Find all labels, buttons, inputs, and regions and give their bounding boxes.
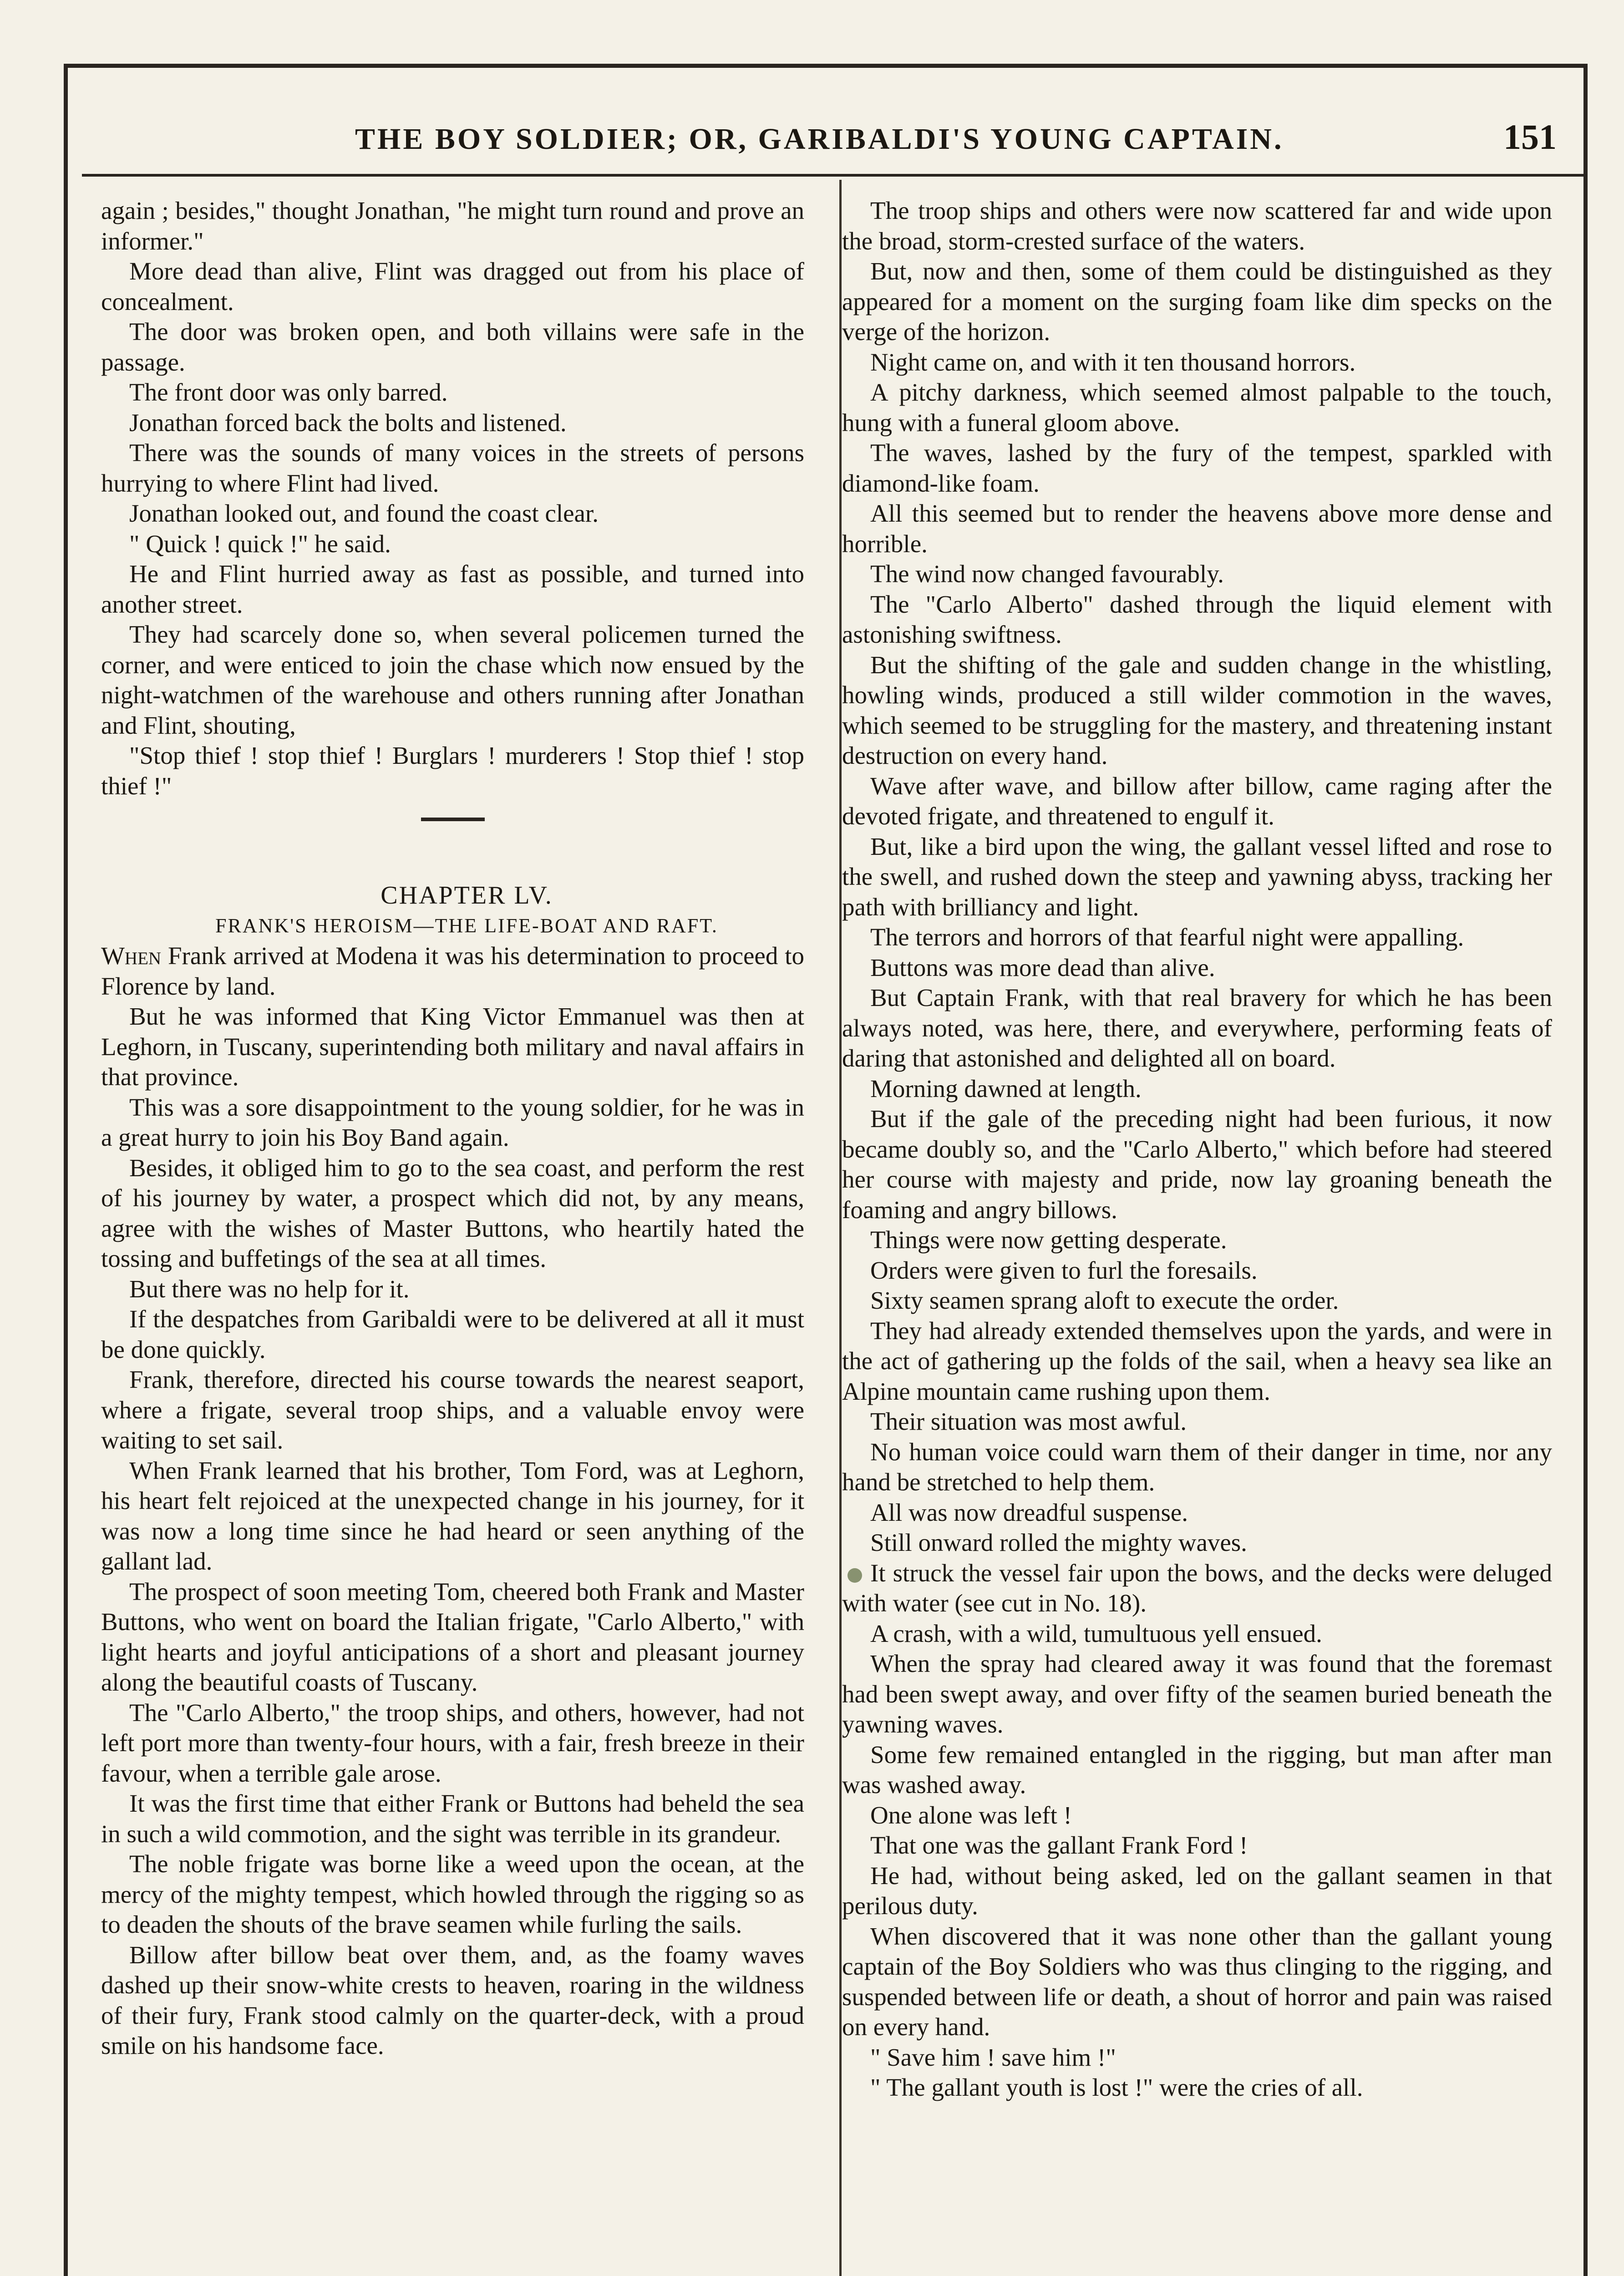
paragraph: All was now dreadful suspense. xyxy=(870,1498,1188,1526)
left-column xyxy=(101,196,804,2061)
paragraph: But he was informed that King Victor Emmanuel was then at Leghorn, in Tuscany, superintending both military and naval affairs in that province. xyxy=(101,1002,804,1091)
chapter-title: CHAPTER LV. xyxy=(381,881,553,909)
paragraph: One alone was left ! xyxy=(870,1801,1072,1829)
paragraph: A pitchy darkness, which seemed almost palpable to the touch, hung with a funeral gloom above. xyxy=(842,378,1552,437)
paragraph: But, like a bird upon the wing, the gallant vessel lifted and rose to the swell, and rushed down the steep and yawning abyss, tracking her path with brilliancy and light. xyxy=(842,832,1552,921)
paragraph: The terrors and horrors of that fearful night were appalling. xyxy=(870,923,1464,951)
right-column xyxy=(842,196,1552,2103)
paragraph: Billow after billow beat over them, and, as the foamy waves dashed up their snow-white crests to heaven, roaring in the wildness of their fury, Frank stood calmly on the quarter-deck, with a proud smile on his handsome face. xyxy=(101,1941,804,2059)
chapter-subtitle: FRANK'S HEROISM—THE LIFE-BOAT AND RAFT. xyxy=(215,914,718,937)
paragraph: Their situation was most awful. xyxy=(870,1407,1187,1435)
column-divider xyxy=(839,180,842,2276)
ink-spot xyxy=(848,1568,862,1583)
paragraph: This was a sore disappointment to the young soldier, for he was in a great hurry to join his Boy Band again. xyxy=(101,1093,804,1151)
paragraph: He and Flint hurried away as fast as possible, and turned into another street. xyxy=(101,560,804,618)
paragraph: Morning dawned at length. xyxy=(870,1074,1142,1102)
opening-text: Frank arrived at Modena it was his determination to proceed to Florence by land. xyxy=(101,942,804,1000)
paragraph: When discovered that it was none other than the gallant young captain of the Boy Soldiers who was thus clinging to the rigging, and suspended between life or death, a shout of horror and pain was raised on every hand. xyxy=(842,1922,1552,2041)
paragraph: Still onward rolled the mighty waves. xyxy=(870,1529,1247,1556)
paragraph: Jonathan forced back the bolts and listened. xyxy=(129,408,567,437)
chapter-opening-paragraph xyxy=(101,941,804,1001)
paragraph: The "Carlo Alberto," the troop ships, and others, however, had not left port more than twenty-four hours, with a fair, fresh breeze in their favour, when a terrible gale arose. xyxy=(101,1698,804,1787)
paragraph: The wind now changed favourably. xyxy=(870,560,1224,588)
paragraph: It was the first time that either Frank or Buttons had beheld the sea in such a wild commotion, and the sight was terrible in its grandeur. xyxy=(101,1789,804,1848)
paragraph: Buttons was more dead than alive. xyxy=(870,953,1215,981)
paragraph: The door was broken open, and both villains were safe in the passage. xyxy=(101,318,804,376)
paragraph: That one was the gallant Frank Ford ! xyxy=(870,1831,1248,1859)
paragraph: The troop ships and others were now scattered far and wide upon the broad, storm-crested surface of the waters. xyxy=(842,197,1552,255)
paragraph: But Captain Frank, with that real bravery for which he has been always noted, was here, there, and everywhere, performing feats of daring that astonished and delighted all on board. xyxy=(842,984,1552,1072)
paragraph: There was the sounds of many voices in the streets of persons hurrying to where Flint had lived. xyxy=(101,439,804,497)
paragraph: It struck the vessel fair upon the bows, and the decks were deluged with water (see cut in No. 18). xyxy=(842,1559,1552,1617)
paragraph: " The gallant youth is lost !" were the cries of all. xyxy=(870,2073,1363,2101)
page-number: 151 xyxy=(1503,117,1557,157)
paragraph: The "Carlo Alberto" dashed through the liquid element with astonishing swiftness. xyxy=(842,590,1552,648)
running-title: THE BOY SOLDIER; OR, GARIBALDI'S YOUNG CAPTAIN. xyxy=(355,122,1284,156)
paragraph: Orders were given to furl the foresails. xyxy=(870,1256,1258,1284)
paragraph: Sixty seamen sprang aloft to execute the order. xyxy=(870,1286,1339,1314)
paragraph: Wave after wave, and billow after billow, came raging after the devoted frigate, and threatened to engulf it. xyxy=(842,772,1552,830)
paragraph: The noble frigate was borne like a weed upon the ocean, at the mercy of the mighty tempest, which howled through the rigging so as to deaden the shouts of the brave seamen while furling the sails. xyxy=(101,1850,804,1938)
paragraph: A crash, with a wild, tumultuous yell ensued. xyxy=(870,1619,1322,1647)
paragraph: The front door was only barred. xyxy=(129,378,448,406)
page-header xyxy=(82,114,1575,164)
paragraph: " Quick ! quick !" he said. xyxy=(129,529,391,558)
paragraph: He had, without being asked, led on the gallant seamen in that perilous duty. xyxy=(842,1861,1552,1920)
paragraph: When the spray had cleared away it was found that the foremast had been swept away, and over fifty of the seamen buried beneath the yawning waves. xyxy=(842,1650,1552,1738)
paragraph: If the despatches from Garibaldi were to be delivered at all it must be done quickly. xyxy=(101,1305,804,1363)
paragraph: Some few remained entangled in the rigging, but man after man was washed away. xyxy=(842,1740,1552,1798)
paragraph: But, now and then, some of them could be distinguished as they appeared for a moment on the surging foam like dim specks on the verge of the horizon. xyxy=(842,257,1552,345)
paragraph: The prospect of soon meeting Tom, cheered both Frank and Master Buttons, who went on board the Italian frigate, "Carlo Alberto," with light hearts and joyful anticipations of a short and pleasant journey along the beautiful coasts of Tuscany. xyxy=(101,1577,804,1696)
paragraph: again ; besides," thought Jonathan, "he might turn round and prove an informer." xyxy=(101,197,804,255)
paragraph: But if the gale of the preceding night had been furious, it now became doubly so, and the "Carlo Alberto," which before had steered her course with majesty and pride, now lay groaning beneath the foaming and angry billows. xyxy=(842,1105,1552,1224)
paragraph: Besides, it obliged him to go to the sea coast, and perform the rest of his journey by water, a prospect which did not, by any means, agree with the wishes of Master Buttons, who heartily hated the tossing and buffetings of the sea at all times. xyxy=(101,1153,804,1272)
paragraph: The waves, lashed by the fury of the tempest, sparkled with diamond-like foam. xyxy=(842,439,1552,497)
section-ornament xyxy=(421,818,485,821)
paragraph: Jonathan looked out, and found the coast clear. xyxy=(129,499,599,527)
drop-word: When xyxy=(101,942,162,970)
paragraph: They had already extended themselves upon the yards, and were in the act of gathering up the folds of the sail, when a heavy sea like an Alpine mountain came rushing upon them. xyxy=(842,1316,1552,1405)
paragraph: More dead than alive, Flint was dragged out from his place of concealment. xyxy=(101,257,804,315)
paragraph: But the shifting of the gale and sudden change in the whistling, howling winds, produced a still wilder commotion in the waves, which seemed to be struggling for the mastery, and threatening instant destruction on every hand. xyxy=(842,650,1552,769)
paragraph: But there was no help for it. xyxy=(129,1275,410,1303)
paragraph: Night came on, and with it ten thousand horrors. xyxy=(870,348,1356,376)
paragraph: Frank, therefore, directed his course towards the nearest seaport, where a frigate, several troop ships, and a valuable envoy were waiting to set sail. xyxy=(101,1366,804,1454)
paragraph: " Save him ! save him !" xyxy=(870,2043,1116,2071)
paragraph: Things were now getting desperate. xyxy=(870,1226,1227,1254)
header-rule xyxy=(82,174,1584,177)
paragraph: They had scarcely done so, when several policemen turned the corner, and were enticed to join the chase which now ensued by the night-watchmen of the warehouse and others running after Jonathan and Flint, shouting, xyxy=(101,620,804,739)
paragraph: When Frank learned that his brother, Tom Ford, was at Leghorn, his heart felt rejoiced at the unexpected change in his journey, for it was now a long time since he had heard or seen anything of the gallant lad. xyxy=(101,1456,804,1575)
paragraph: No human voice could warn them of their danger in time, nor any hand be stretched to help them. xyxy=(842,1438,1552,1496)
paragraph: All this seemed but to render the heavens above more dense and horrible. xyxy=(842,499,1552,558)
paragraph: "Stop thief ! stop thief ! Burglars ! murderers ! Stop thief ! stop thief !" xyxy=(101,742,804,800)
